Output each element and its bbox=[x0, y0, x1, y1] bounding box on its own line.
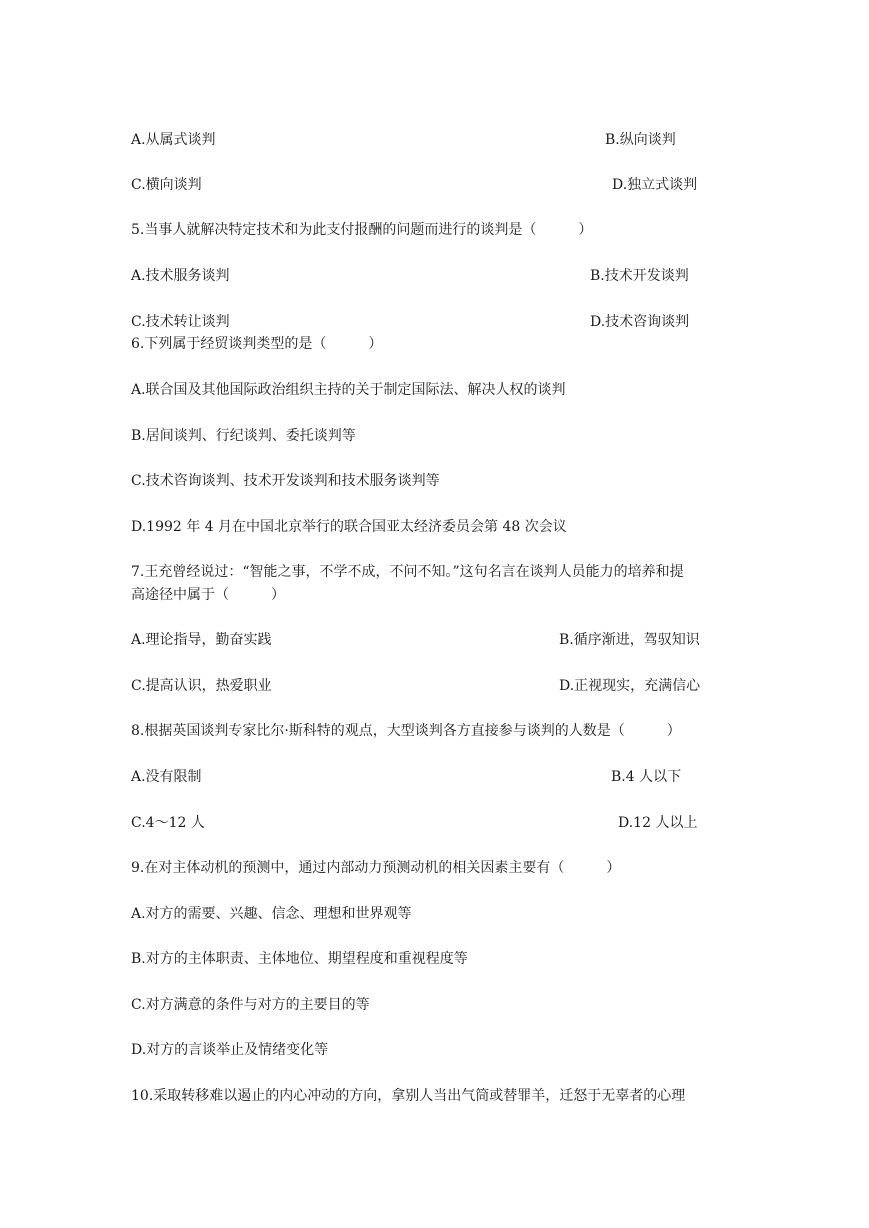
option-a: A.对方的需要、兴趣、信念、理想和世界观等 bbox=[131, 906, 412, 922]
question-9: 9.在对主体动机的预测中，通过内部动力预测动机的相关因素主要有（ ） bbox=[131, 860, 621, 876]
question-8: 8.根据英国谈判专家比尔·斯科特的观点，大型谈判各方直接参与谈判的人数是（ ） bbox=[131, 723, 681, 739]
option-d: D.技术咨询谈判 bbox=[590, 314, 690, 330]
option-a: A.从属式谈判 bbox=[131, 132, 216, 148]
option-a: A.联合国及其他国际政治组织主持的关于制定国际法、解决人权的谈判 bbox=[131, 382, 566, 398]
question-10: 10.采取转移难以遏止的内心冲动的方向，拿别人当出气筒或替罪羊，迁怒于无辜者的心理 bbox=[131, 1088, 686, 1104]
option-d: D.独立式谈判 bbox=[612, 177, 698, 193]
option-d: D.12 人以上 bbox=[618, 815, 698, 831]
option-b: B.对方的主体职责、主体地位、期望程度和重视程度等 bbox=[131, 951, 468, 967]
option-c: C.技术咨询谈判、技术开发谈判和技术服务谈判等 bbox=[131, 473, 440, 489]
option-b: B.居间谈判、行纪谈判、委托谈判等 bbox=[131, 428, 356, 444]
option-c: C.对方满意的条件与对方的主要目的等 bbox=[131, 997, 370, 1013]
question-7-continued: 高途径中属于（ ） bbox=[131, 587, 285, 603]
question-5: 5.当事人就解决特定技术和为此支付报酬的问题而进行的谈判是（ ） bbox=[131, 222, 593, 238]
question-7: 7.王充曾经说过：“智能之事，不学不成，不问不知。”这句名言在谈判人员能力的培养和提 bbox=[131, 564, 684, 580]
option-d: D.对方的言谈举止及情绪变化等 bbox=[131, 1042, 329, 1058]
option-b: B.4 人以下 bbox=[611, 769, 682, 785]
option-b: B.纵向谈判 bbox=[605, 132, 676, 148]
option-d: D.1992 年 4 月在中国北京举行的联合国亚太经济委员会第 48 次会议 bbox=[131, 519, 567, 535]
option-a: A.技术服务谈判 bbox=[131, 268, 230, 284]
option-b: B.技术开发谈判 bbox=[590, 268, 689, 284]
question-6: 6.下列属于经贸谈判类型的是（ ） bbox=[131, 336, 383, 352]
option-c: C.4～12 人 bbox=[131, 815, 205, 831]
option-a: A.理论指导，勤奋实践 bbox=[131, 632, 272, 648]
option-c: C.提高认识，热爱职业 bbox=[131, 678, 272, 694]
option-c: C.横向谈判 bbox=[131, 177, 202, 193]
option-a: A.没有限制 bbox=[131, 769, 202, 785]
option-d: D.正视现实，充满信心 bbox=[559, 678, 701, 694]
option-b: B.循序渐进，驾驭知识 bbox=[559, 632, 700, 648]
option-c: C.技术转让谈判 bbox=[131, 314, 230, 330]
